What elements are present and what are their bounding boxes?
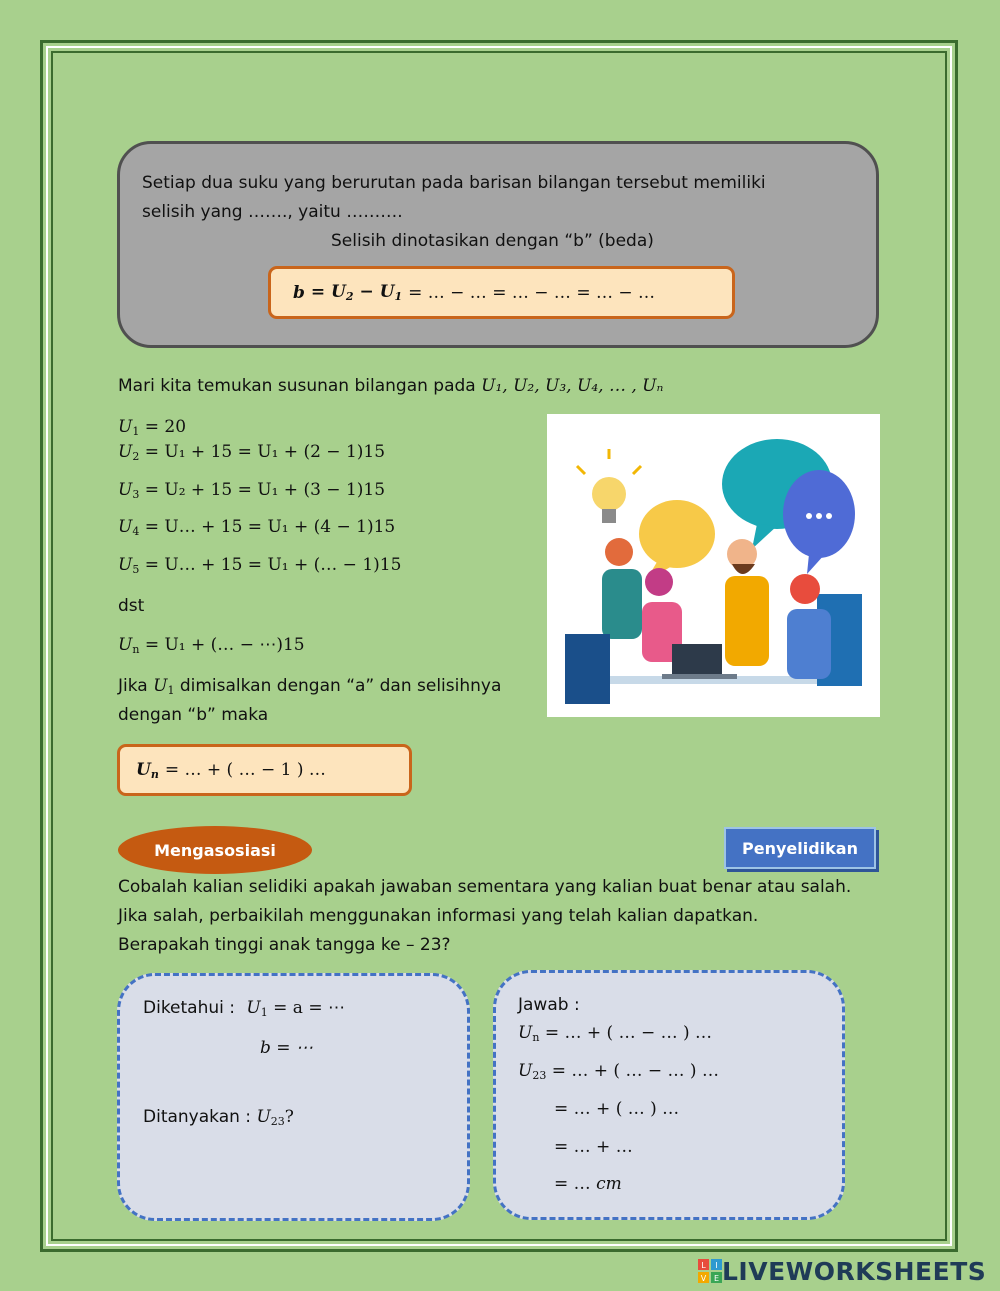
teamwork-illustration (547, 414, 880, 717)
jawab-unit: cm (596, 1174, 622, 1194)
intro-line-3: Selisih dinotasikan dengan “b” (beda) (331, 231, 654, 251)
intro-line-2: selisih yang ……., yaitu ………. (142, 202, 403, 222)
step-u3: $U_3 = U_2 + 15 = U_1 + (3 - 1)15$ (118, 480, 386, 501)
svg-text:I: I (715, 1261, 718, 1270)
intro-line-1: Setiap dua suku yang berurutan pada barisan bilangan tersebut memiliki (142, 173, 766, 193)
jawab-line-3: = … + ( … ) … (554, 1099, 680, 1119)
beda-rhs: = … − … = … − … = … − … (408, 282, 656, 303)
step-u2: $U_2 = U_1 + 15 = U_1 + (2 - 1)15$ (118, 442, 386, 463)
jawab-line-1: $U_n$ = … + ( … − … ) … (518, 1023, 713, 1044)
diketahui-label: Diketahui : (143, 998, 235, 1018)
jawab-line-5: = … cm (554, 1174, 622, 1194)
diketahui-line: Diketahui : $U_1 = a$ = ⋯ (143, 998, 345, 1019)
instruction-line-3: Berapakah tinggi anak tangga ke – 23? (118, 935, 451, 955)
step-u4: $U_4$ = U… + 15 = U₁ + (4 − 1)15 (118, 517, 396, 538)
find-line-terms: U₁, U₂, U₃, U₄, … , Uₙ (481, 376, 664, 396)
instruction-line-1: Cobalah kalian selidiki apakah jawaban sementara yang kalian buat benar atau salah. (118, 877, 852, 897)
instruction-line-2: Jika salah, perbaikilah menggunakan informasi yang telah kalian dapatkan. (118, 906, 759, 926)
find-line-text: Mari kita temukan susunan bilangan pada (118, 376, 476, 396)
step-u5: $U_5$ = U… + 15 = U₁ + (… − 1)15 (118, 555, 402, 576)
step-dst: dst (118, 596, 145, 616)
diketahui-b: b = ⋯ (260, 1038, 313, 1058)
jawab-line-4: = … + … (554, 1137, 633, 1157)
liveworksheets-wordmark: LIVEWORKSHEETS (722, 1256, 987, 1286)
ditanyakan-label: Ditanyakan : (143, 1107, 252, 1127)
un-symbol: $U_n$ (136, 759, 159, 781)
un-formula-box (117, 744, 412, 796)
liveworksheets-logo (698, 1256, 986, 1286)
svg-text:E: E (713, 1274, 720, 1283)
liveworksheets-badge-icon (698, 1259, 722, 1283)
beda-formula-box (268, 266, 735, 319)
step-u1: $U_1 = 20$ (118, 417, 187, 438)
beda-u2-u1: = $U_2 - U_1$ (310, 282, 403, 303)
mengasosiasi-badge: Mengasosiasi (118, 826, 312, 874)
step-un: $U_n = U_1$ + (… − ⋯)15 (118, 635, 305, 656)
jawab-label: Jawab : (518, 995, 580, 1015)
find-line (118, 375, 663, 397)
ditanyakan-line: Ditanyakan : $U_{23}$? (143, 1107, 294, 1128)
jika-line-1: Jika $U_1$ dimisalkan dengan “a” dan selisihnya (118, 676, 502, 697)
svg-text:L: L (701, 1261, 706, 1270)
svg-text:V: V (700, 1274, 707, 1283)
jika-line-2: dengan “b” maka (118, 705, 269, 725)
un-rhs: = … + ( … − 1 ) … (164, 760, 326, 780)
beda-symbol: b (293, 282, 305, 303)
penyelidikan-button[interactable]: Penyelidikan (724, 827, 876, 869)
jawab-line-2: $U_{23}$ = … + ( … − … ) … (518, 1061, 719, 1082)
